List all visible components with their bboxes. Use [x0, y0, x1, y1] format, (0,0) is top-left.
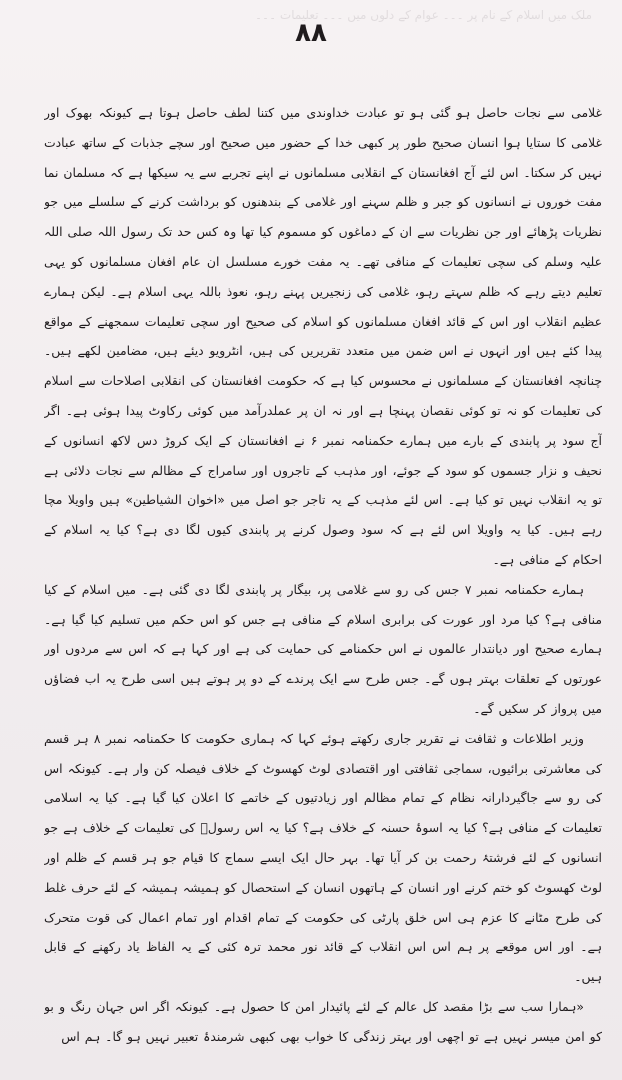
- bleed-through-text: ملک میں اسلام کے نام پر ۔۔۔ عوام کے دلوں میں ۔۔۔ تعلیمات ۔۔۔: [255, 8, 592, 22]
- paragraph: ہمارے حکمنامہ نمبر ۷ جس کی رو سے غلامی پر، بیگار پر پابندی لگا دی گئی ہے۔ میں اسلام کے کیا منافی ہے؟ کیا مرد اور عورت کی برابری اسلام کے منافی ہے جس کو اس حکم میں تسلیم کیا گیا ہے۔ ہمارے صحیح اور دیانتدار عالموں نے اس حکمنامے کی حمایت کی ہے اور کہا ہے کہ اس سے مردوں اور عورتوں کے تعلقات بہتر ہوں گے۔ جس طرح سے ایک پرندے کے دو پر ہوتے ہیں اسی طرح یہ اب فضاؤں میں پرواز کر سکیں گے۔: [44, 581, 602, 716]
- paragraph: وزیر اطلاعات و ثقافت نے تقریر جاری رکھتے ہوئے کہا کہ ہماری حکومت کا حکمنامہ نمبر ۸ ہر قسم کی معاشرتی برائیوں، سماجی ثقافتی اور اقتصادی لوٹ کھسوٹ کے خلاف فیصلہ کن وار ہے۔ کیونکہ اس کی رو سے جاگیردارانہ نظام کے تمام مظالم اور زیادتیوں کے خاتمے کا اعلان کیا گیا ہے۔ کیا یہ اسلامی تعلیمات کے منافی ہے؟ کیا یہ اسوۂ حسنہ کے خلاف ہے؟ کیا یہ اس رسولؐ کی تعلیمات کے خلاف ہے جو انسانوں کے لئے فرشتۂ رحمت بن کر آیا تھا۔ بہر حال ایک ایسے سماج کا قیام جو ہر قسم کے ظلم اور لوٹ کھسوٹ کو ختم کرنے اور انسان کے ہاتھوں انسان کے استحصال کو ہمیشہ ہمیشہ کے لئے حرف غلط کی طرح مٹانے کا عزم ہی اس خلق پارٹی کی حکومت کے تمام اقدام اور تمام اعمال کی قوت متحرک ہے۔ اور اس موقعے پر ہم اس اس انقلاب کے قائد نور محمد ترہ کئی کے یہ الفاظ یاد رکھنے کے قابل ہیں۔: [44, 730, 602, 985]
- page-body: [44, 98, 602, 1070]
- paragraph: غلامی سے نجات حاصل ہو گئی ہو تو عبادت خداوندی میں کتنا لطف حاصل ہوتا ہے کیونکہ بھوک اور غلامی کا ستایا ہوا انسان صحیح طور پر کبھی خدا کے حضور میں صحیح اور سچے جذبات کے ساتھ عبادت نہیں کر سکتا۔ اس لئے آج افغانستان کے انقلابی مسلمانوں نے اپنے تجربے سے یہ سیکھا ہے کہ مسلمان نما مفت خوروں نے انسانوں کو جبر و ظلم سہنے اور غلامی کے بندھنوں کو برداشت کرنے کے سلسلے میں جو نظریات پڑھائے اور جن نظریات سے ان کے دماغوں کو مسموم کیا تھا وہ کس حد تک رسول اللہ صلی اللہ علیہ وسلم کی سچی تعلیمات کے منافی تھے۔ یہ مفت خورے مسلسل ان عام افغان مسلمانوں کو یہی تعلیم دیتے رہے کہ ظلم سہتے رہو، غلامی کی زنجیریں پہنے رہو، نعوذ باللہ یہی اسلام ہے۔ لیکن ہمارے عظیم انقلاب اور اس کے قائد افغان مسلمانوں کو اسلام کی صحیح اور سچی تعلیمات سمجھنے کے مواقع پیدا کئے ہیں اور انہوں نے اس ضمن میں متعدد تقریریں کی ہیں، انٹرویو دیئے ہیں، مضامین لکھے ہیں۔ چنانچہ افغانستان کے مسلمانوں نے محسوس کیا ہے کہ حکومت افغانستان کی انقلابی اصلاحات سے اسلام کی تعلیمات کو نہ تو کوئی نقصان پہنچا ہے اور نہ ان پر عملدرآمد میں کوئی رکاوٹ پیدا ہوئی ہے۔ اگر آج سود پر پابندی کے بارے میں ہمارے حکمنامہ نمبر ۶ نے افغانستان کے ایک کروڑ دس لاکھ انسانوں کے نحیف و نزار جسموں کو سود کے جوئے، اور مذہب کے تاجروں اور سامراج کے مظالم سے نجات دلائی ہے تو یہ انقلاب نہیں تو کیا ہے۔ اس لئے مذہب کے یہ تاجر جو اصل میں «اخوان الشیاطین» ہیں واویلا مچا رہے ہیں۔ کیا یہ واویلا اس لئے ہے کہ سود وصول کرنے پر پابندی کیوں لگا دی ہے؟ کیا یہ اسلام کے احکام کے منافی ہے۔: [44, 105, 602, 567]
- quoted-paragraph: «ہمارا سب سے بڑا مقصد کل عالم کے لئے پائیدار امن کا حصول ہے۔ کیونکہ اگر اس جہان رنگ و بو کو امن میسر نہیں ہے تو اچھی اور بہتر زندگی کا خواب بھی کبھی شرمندۂ تعبیر نہیں ہو گا۔ ہم اس: [44, 998, 602, 1044]
- page-number: ۸۸: [295, 18, 327, 48]
